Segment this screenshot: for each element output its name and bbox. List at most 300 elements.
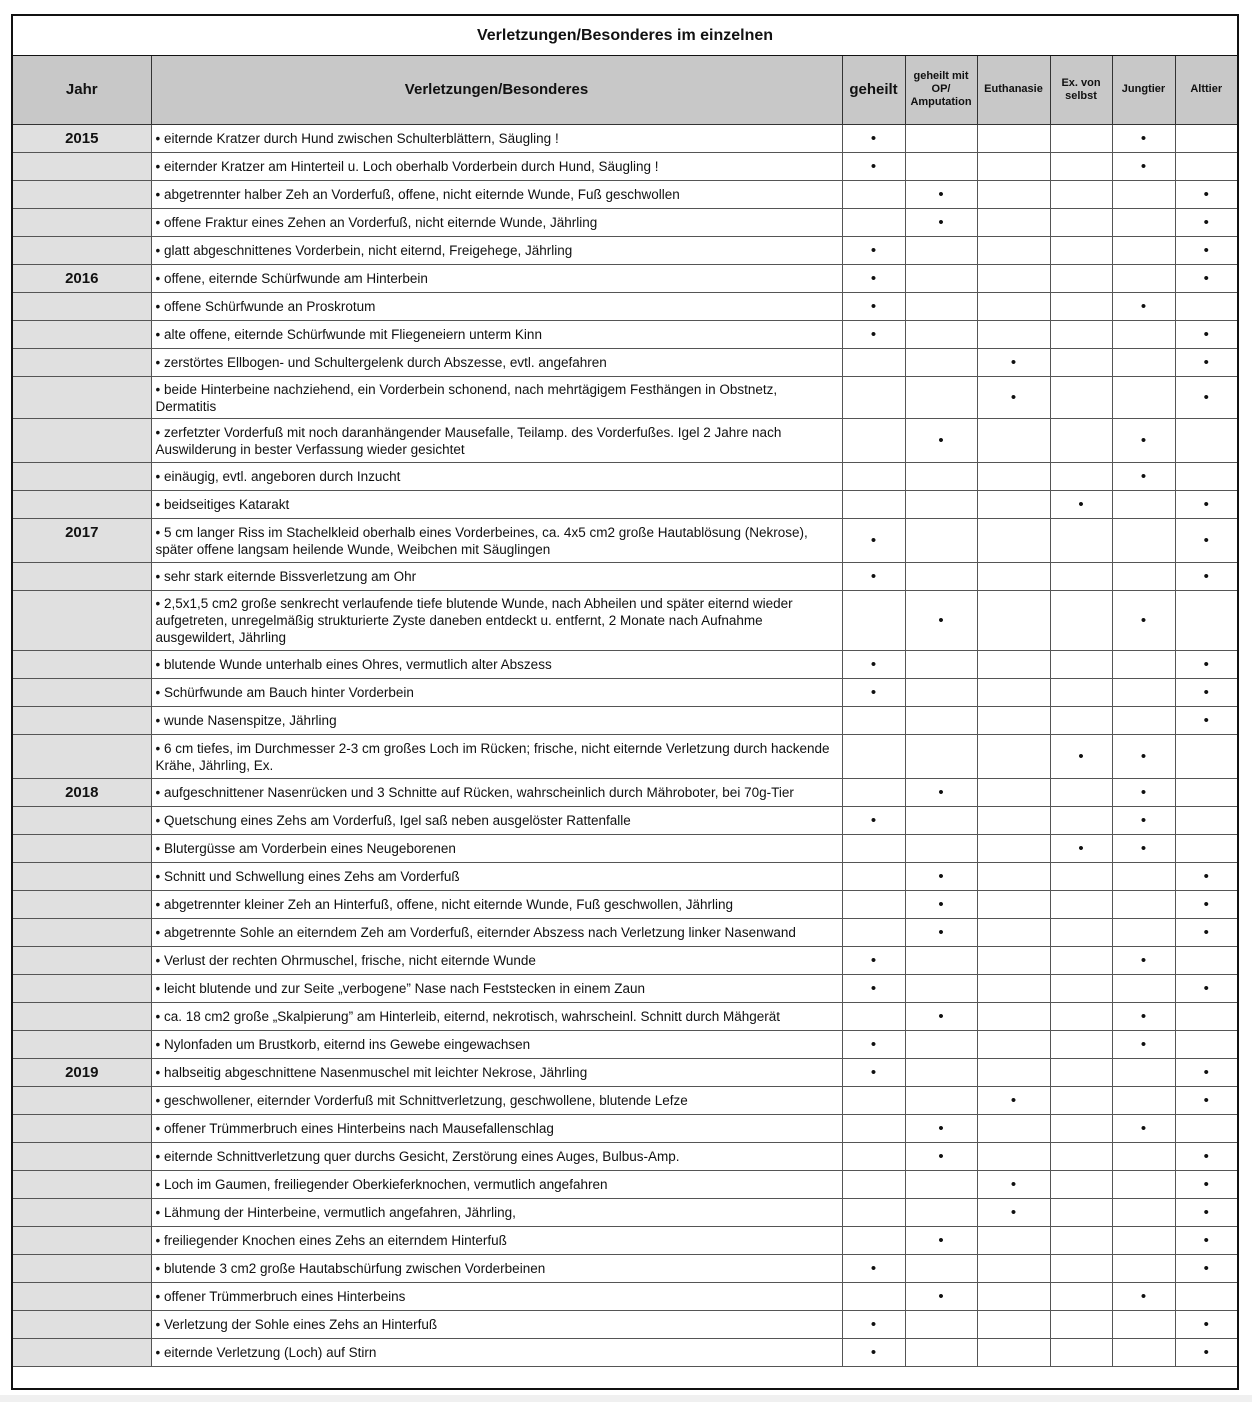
mark-healed: •: [842, 1338, 905, 1366]
mark-healed: [842, 1002, 905, 1030]
year-cell: [13, 1198, 151, 1226]
year-cell: [13, 1114, 151, 1142]
year-cell: [13, 1226, 151, 1254]
table-row: [13, 1254, 1237, 1282]
year-cell: 2019: [13, 1058, 151, 1086]
mark-euthanasia: [977, 778, 1050, 806]
mark-adult-animal: •: [1175, 1338, 1237, 1366]
description-cell: • Verlust der rechten Ohrmuschel, frische, nicht eiternde Wunde: [151, 946, 842, 974]
year-cell: [13, 348, 151, 376]
mark-healed-op: •: [905, 1002, 977, 1030]
description-cell: • halbseitig abgeschnittene Nasenmuschel mit leichter Nekrose, Jährling: [151, 1058, 842, 1086]
mark-healed: •: [842, 1310, 905, 1338]
mark-young-animal: •: [1112, 946, 1175, 974]
mark-euthanasia: [977, 1002, 1050, 1030]
mark-healed-op: •: [905, 862, 977, 890]
description-cell: • abgetrennter kleiner Zeh an Hinterfuß, offene, nicht eiternde Wunde, Fuß geschwollen, Jährling: [151, 890, 842, 918]
mark-died-self: [1050, 1310, 1112, 1338]
mark-died-self: [1050, 650, 1112, 678]
year-cell: [13, 180, 151, 208]
table-row: [13, 974, 1237, 1002]
mark-died-self: [1050, 152, 1112, 180]
mark-adult-animal: •: [1175, 376, 1237, 418]
description-cell: • Quetschung eines Zehs am Vorderfuß, Igel saß neben ausgelöster Rattenfalle: [151, 806, 842, 834]
mark-adult-animal: •: [1175, 320, 1237, 348]
mark-healed-op: [905, 348, 977, 376]
description-cell: • Schürfwunde am Bauch hinter Vorderbein: [151, 678, 842, 706]
mark-healed-op: •: [905, 208, 977, 236]
mark-healed: •: [842, 974, 905, 1002]
mark-adult-animal: •: [1175, 180, 1237, 208]
year-cell: [13, 418, 151, 462]
mark-young-animal: [1112, 208, 1175, 236]
mark-euthanasia: [977, 1030, 1050, 1058]
mark-young-animal: [1112, 1086, 1175, 1114]
mark-healed-op: [905, 678, 977, 706]
mark-euthanasia: [977, 946, 1050, 974]
mark-young-animal: [1112, 678, 1175, 706]
table-row: [13, 946, 1237, 974]
description-cell: • einäugig, evtl. angeboren durch Inzucht: [151, 462, 842, 490]
mark-adult-animal: •: [1175, 490, 1237, 518]
mark-euthanasia: [977, 590, 1050, 650]
mark-died-self: [1050, 348, 1112, 376]
mark-euthanasia: [977, 806, 1050, 834]
mark-adult-animal: •: [1175, 1254, 1237, 1282]
description-cell: • 2,5x1,5 cm2 große senkrecht verlaufende tiefe blutende Wunde, nach Abheilen und später eiternd wieder aufgetreten, unregelmäßig strukturierte Zyste daneben entdeckt u. entfernt, 2 Monate nach Aufnahme ausgewildert, Jährling: [151, 590, 842, 650]
mark-healed-op: [905, 490, 977, 518]
mark-adult-animal: [1175, 1114, 1237, 1142]
mark-euthanasia: [977, 208, 1050, 236]
mark-young-animal: [1112, 1254, 1175, 1282]
table-row: [13, 1170, 1237, 1198]
mark-euthanasia: [977, 678, 1050, 706]
mark-healed: •: [842, 292, 905, 320]
description-cell: • sehr stark eiternde Bissverletzung am Ohr: [151, 562, 842, 590]
mark-adult-animal: •: [1175, 1086, 1237, 1114]
description-cell: • abgetrennter halber Zeh an Vorderfuß, offene, nicht eiternde Wunde, Fuß geschwollen: [151, 180, 842, 208]
mark-healed: [842, 208, 905, 236]
description-cell: • abgetrennte Sohle an eiterndem Zeh am Vorderfuß, eiternder Abszess nach Verletzung linker Nasenwand: [151, 918, 842, 946]
year-cell: [13, 890, 151, 918]
table-row: [13, 806, 1237, 834]
description-cell: • offene Fraktur eines Zehen an Vorderfuß, nicht eiternde Wunde, Jährling: [151, 208, 842, 236]
year-cell: [13, 918, 151, 946]
table-row: [13, 650, 1237, 678]
description-cell: • Verletzung der Sohle eines Zehs an Hinterfuß: [151, 1310, 842, 1338]
mark-young-animal: [1112, 562, 1175, 590]
description-cell: • zerfetzter Vorderfuß mit noch daranhängender Mausefalle, Teilamp. des Vorderfußes. Igel 2 Jahre nach Auswilderung in bester Verfassung wieder gesichtet: [151, 418, 842, 462]
description-cell: • zerstörtes Ellbogen- und Schultergelenk durch Abszesse, evtl. angefahren: [151, 348, 842, 376]
mark-young-animal: [1112, 1058, 1175, 1086]
table-row: [13, 490, 1237, 518]
table-row: [13, 834, 1237, 862]
table-row: [13, 734, 1237, 778]
mark-adult-animal: •: [1175, 348, 1237, 376]
mark-healed-op: •: [905, 590, 977, 650]
mark-young-animal: •: [1112, 1282, 1175, 1310]
mark-healed: [842, 1114, 905, 1142]
mark-young-animal: [1112, 264, 1175, 292]
description-cell: • beide Hinterbeine nachziehend, ein Vorderbein schonend, nach mehrtägigem Festhängen in Obstnetz, Dermatitis: [151, 376, 842, 418]
mark-healed: •: [842, 124, 905, 152]
mark-young-animal: [1112, 1142, 1175, 1170]
mark-healed: [842, 348, 905, 376]
mark-adult-animal: •: [1175, 562, 1237, 590]
year-cell: 2018: [13, 778, 151, 806]
mark-healed-op: •: [905, 180, 977, 208]
description-cell: • Schnitt und Schwellung eines Zehs am Vorderfuß: [151, 862, 842, 890]
mark-adult-animal: [1175, 834, 1237, 862]
table-body: [13, 124, 1237, 1366]
mark-died-self: [1050, 320, 1112, 348]
mark-young-animal: [1112, 650, 1175, 678]
mark-euthanasia: [977, 834, 1050, 862]
year-cell: [13, 1170, 151, 1198]
table-row: [13, 678, 1237, 706]
mark-adult-animal: •: [1175, 518, 1237, 562]
mark-died-self: [1050, 124, 1112, 152]
header-row: [13, 56, 1237, 124]
description-cell: • wunde Nasenspitze, Jährling: [151, 706, 842, 734]
table-row: [13, 1114, 1237, 1142]
mark-young-animal: [1112, 236, 1175, 264]
mark-adult-animal: •: [1175, 1058, 1237, 1086]
year-cell: [13, 236, 151, 264]
table-row: [13, 562, 1237, 590]
table-row: [13, 518, 1237, 562]
mark-young-animal: [1112, 376, 1175, 418]
mark-healed: [842, 734, 905, 778]
mark-adult-animal: •: [1175, 1226, 1237, 1254]
table-row: [13, 1310, 1237, 1338]
mark-died-self: [1050, 1086, 1112, 1114]
mark-healed: •: [842, 806, 905, 834]
table-row: [13, 590, 1237, 650]
mark-healed: [842, 834, 905, 862]
mark-healed-op: [905, 292, 977, 320]
mark-young-animal: •: [1112, 1002, 1175, 1030]
year-cell: [13, 678, 151, 706]
description-cell: • offene Schürfwunde an Proskrotum: [151, 292, 842, 320]
mark-died-self: •: [1050, 490, 1112, 518]
mark-died-self: [1050, 1338, 1112, 1366]
description-cell: • eiternder Kratzer am Hinterteil u. Loch oberhalb Vorderbein durch Hund, Säugling !: [151, 152, 842, 180]
mark-died-self: [1050, 376, 1112, 418]
mark-euthanasia: [977, 320, 1050, 348]
mark-adult-animal: •: [1175, 208, 1237, 236]
description-cell: • blutende Wunde unterhalb eines Ohres, vermutlich alter Abszess: [151, 650, 842, 678]
mark-healed: [842, 862, 905, 890]
mark-euthanasia: [977, 1114, 1050, 1142]
col-header-died-self: Ex. von selbst: [1050, 56, 1112, 124]
mark-healed: [842, 376, 905, 418]
table-row: [13, 862, 1237, 890]
mark-died-self: [1050, 1170, 1112, 1198]
mark-adult-animal: •: [1175, 974, 1237, 1002]
mark-died-self: [1050, 806, 1112, 834]
mark-young-animal: [1112, 1198, 1175, 1226]
mark-euthanasia: [977, 180, 1050, 208]
year-cell: [13, 650, 151, 678]
description-cell: • ca. 18 cm2 große „Skalpierung” am Hinterleib, eiternd, nekrotisch, wahrscheinl. Schnitt durch Mähgerät: [151, 1002, 842, 1030]
mark-euthanasia: [977, 562, 1050, 590]
mark-young-animal: [1112, 180, 1175, 208]
mark-healed-op: [905, 518, 977, 562]
mark-young-animal: •: [1112, 1114, 1175, 1142]
year-cell: [13, 1002, 151, 1030]
year-cell: 2017: [13, 518, 151, 562]
mark-young-animal: [1112, 1226, 1175, 1254]
mark-young-animal: [1112, 918, 1175, 946]
table-row: [13, 152, 1237, 180]
col-header-young-animal: Jungtier: [1112, 56, 1175, 124]
table-row: [13, 208, 1237, 236]
mark-healed-op: [905, 1254, 977, 1282]
mark-healed: [842, 1226, 905, 1254]
mark-healed-op: [905, 376, 977, 418]
mark-euthanasia: [977, 706, 1050, 734]
table-row: [13, 418, 1237, 462]
mark-healed-op: •: [905, 778, 977, 806]
mark-died-self: [1050, 778, 1112, 806]
bottom-strip: [0, 1395, 1252, 1402]
mark-euthanasia: [977, 734, 1050, 778]
table-row: [13, 180, 1237, 208]
mark-adult-animal: •: [1175, 264, 1237, 292]
year-cell: [13, 320, 151, 348]
table-row: [13, 1058, 1237, 1086]
mark-euthanasia: [977, 650, 1050, 678]
mark-died-self: [1050, 518, 1112, 562]
description-cell: • aufgeschnittener Nasenrücken und 3 Schnitte auf Rücken, wahrscheinlich durch Mähroboter, bei 70g-Tier: [151, 778, 842, 806]
mark-young-animal: •: [1112, 292, 1175, 320]
mark-healed: [842, 890, 905, 918]
table-row: [13, 1338, 1237, 1366]
year-cell: [13, 562, 151, 590]
description-cell: • offene, eiternde Schürfwunde am Hinterbein: [151, 264, 842, 292]
mark-died-self: [1050, 236, 1112, 264]
year-cell: [13, 490, 151, 518]
mark-adult-animal: •: [1175, 236, 1237, 264]
mark-died-self: [1050, 1254, 1112, 1282]
mark-young-animal: •: [1112, 418, 1175, 462]
mark-healed: [842, 590, 905, 650]
mark-young-animal: [1112, 518, 1175, 562]
mark-healed: •: [842, 946, 905, 974]
mark-healed-op: [905, 650, 977, 678]
mark-died-self: [1050, 678, 1112, 706]
mark-adult-animal: [1175, 1002, 1237, 1030]
description-cell: • Nylonfaden um Brustkorb, eiternd ins Gewebe eingewachsen: [151, 1030, 842, 1058]
mark-died-self: [1050, 264, 1112, 292]
mark-died-self: •: [1050, 734, 1112, 778]
mark-euthanasia: •: [977, 348, 1050, 376]
mark-healed-op: [905, 1086, 977, 1114]
description-cell: • offener Trümmerbruch eines Hinterbeins nach Mausefallenschlag: [151, 1114, 842, 1142]
mark-adult-animal: [1175, 292, 1237, 320]
mark-adult-animal: •: [1175, 1142, 1237, 1170]
mark-adult-animal: •: [1175, 678, 1237, 706]
mark-adult-animal: [1175, 946, 1237, 974]
mark-healed-op: [905, 946, 977, 974]
mark-euthanasia: [977, 1058, 1050, 1086]
mark-young-animal: •: [1112, 152, 1175, 180]
mark-euthanasia: •: [977, 1170, 1050, 1198]
mark-young-animal: [1112, 320, 1175, 348]
mark-adult-animal: •: [1175, 918, 1237, 946]
description-cell: • eiternde Verletzung (Loch) auf Stirn: [151, 1338, 842, 1366]
description-cell: • alte offene, eiternde Schürfwunde mit Fliegeneiern unterm Kinn: [151, 320, 842, 348]
mark-healed: [842, 1282, 905, 1310]
mark-adult-animal: [1175, 462, 1237, 490]
mark-euthanasia: •: [977, 376, 1050, 418]
mark-died-self: [1050, 1142, 1112, 1170]
mark-died-self: [1050, 1198, 1112, 1226]
table-row: [13, 462, 1237, 490]
mark-healed-op: •: [905, 1282, 977, 1310]
mark-adult-animal: [1175, 778, 1237, 806]
table-row: [13, 264, 1237, 292]
mark-healed: [842, 1198, 905, 1226]
table-row: [13, 376, 1237, 418]
mark-died-self: [1050, 706, 1112, 734]
injury-table-frame: [11, 14, 1239, 1390]
mark-euthanasia: •: [977, 1198, 1050, 1226]
mark-healed-op: [905, 806, 977, 834]
year-cell: [13, 1310, 151, 1338]
mark-healed-op: •: [905, 1114, 977, 1142]
mark-healed-op: [905, 152, 977, 180]
mark-young-animal: [1112, 974, 1175, 1002]
mark-healed-op: [905, 1310, 977, 1338]
mark-young-animal: [1112, 490, 1175, 518]
table-row: [13, 348, 1237, 376]
mark-healed: •: [842, 518, 905, 562]
table-row: [13, 1226, 1237, 1254]
mark-young-animal: [1112, 706, 1175, 734]
description-cell: • 6 cm tiefes, im Durchmesser 2-3 cm großes Loch im Rücken; frische, nicht eiternde Verletzung durch hackende Krähe, Jährling, Ex.: [151, 734, 842, 778]
mark-euthanasia: •: [977, 1086, 1050, 1114]
description-cell: • Loch im Gaumen, freiliegender Oberkieferknochen, vermutlich angefahren: [151, 1170, 842, 1198]
mark-healed-op: [905, 264, 977, 292]
mark-healed-op: [905, 1338, 977, 1366]
table-row: [13, 124, 1237, 152]
mark-euthanasia: [977, 1142, 1050, 1170]
mark-healed: •: [842, 1030, 905, 1058]
mark-adult-animal: •: [1175, 862, 1237, 890]
mark-healed: •: [842, 320, 905, 348]
mark-young-animal: [1112, 862, 1175, 890]
mark-adult-animal: [1175, 152, 1237, 180]
mark-adult-animal: •: [1175, 1170, 1237, 1198]
mark-healed-op: [905, 320, 977, 348]
mark-adult-animal: [1175, 734, 1237, 778]
mark-adult-animal: •: [1175, 706, 1237, 734]
year-cell: 2015: [13, 124, 151, 152]
mark-young-animal: •: [1112, 124, 1175, 152]
mark-healed-op: [905, 834, 977, 862]
mark-died-self: [1050, 590, 1112, 650]
mark-healed: •: [842, 152, 905, 180]
table-row: [13, 890, 1237, 918]
mark-healed-op: [905, 974, 977, 1002]
mark-died-self: [1050, 1282, 1112, 1310]
mark-died-self: [1050, 418, 1112, 462]
mark-euthanasia: [977, 1282, 1050, 1310]
mark-healed-op: •: [905, 918, 977, 946]
mark-young-animal: [1112, 1170, 1175, 1198]
mark-young-animal: •: [1112, 778, 1175, 806]
year-cell: [13, 862, 151, 890]
col-header-euthanasia: Euthanasie: [977, 56, 1050, 124]
col-header-healed-op: geheilt mit OP/ Amputation: [905, 56, 977, 124]
col-header-description: Verletzungen/Besonderes: [151, 56, 842, 124]
mark-young-animal: •: [1112, 1030, 1175, 1058]
mark-healed-op: [905, 124, 977, 152]
mark-healed-op: [905, 236, 977, 264]
mark-healed: [842, 418, 905, 462]
mark-young-animal: •: [1112, 590, 1175, 650]
mark-healed: [842, 1142, 905, 1170]
col-header-adult-animal: Alttier: [1175, 56, 1237, 124]
mark-young-animal: •: [1112, 734, 1175, 778]
col-header-year: Jahr: [13, 56, 151, 124]
mark-adult-animal: [1175, 806, 1237, 834]
mark-healed-op: [905, 1058, 977, 1086]
mark-died-self: [1050, 208, 1112, 236]
mark-euthanasia: [977, 462, 1050, 490]
mark-young-animal: [1112, 348, 1175, 376]
mark-euthanasia: [977, 124, 1050, 152]
mark-healed-op: [905, 1030, 977, 1058]
mark-healed-op: [905, 562, 977, 590]
description-cell: • eiternde Schnittverletzung quer durchs Gesicht, Zerstörung eines Auges, Bulbus-Amp.: [151, 1142, 842, 1170]
description-cell: • Blutergüsse am Vorderbein eines Neugeborenen: [151, 834, 842, 862]
mark-healed-op: •: [905, 890, 977, 918]
mark-healed: •: [842, 264, 905, 292]
mark-healed: •: [842, 1254, 905, 1282]
table-row: [13, 320, 1237, 348]
description-cell: • freiliegender Knochen eines Zehs an eiterndem Hinterfuß: [151, 1226, 842, 1254]
year-cell: [13, 974, 151, 1002]
mark-healed: •: [842, 650, 905, 678]
year-cell: [13, 590, 151, 650]
mark-healed-op: [905, 706, 977, 734]
mark-died-self: [1050, 292, 1112, 320]
description-cell: • glatt abgeschnittenes Vorderbein, nicht eiternd, Freigehege, Jährling: [151, 236, 842, 264]
year-cell: [13, 1338, 151, 1366]
table-row: [13, 706, 1237, 734]
mark-healed: •: [842, 562, 905, 590]
mark-euthanasia: [977, 418, 1050, 462]
mark-young-animal: •: [1112, 834, 1175, 862]
description-cell: • geschwollener, eiternder Vorderfuß mit Schnittverletzung, geschwollene, blutende Lefze: [151, 1086, 842, 1114]
mark-euthanasia: [977, 236, 1050, 264]
mark-adult-animal: •: [1175, 1310, 1237, 1338]
mark-healed-op: •: [905, 1142, 977, 1170]
table-row: [13, 1030, 1237, 1058]
table-row: [13, 1142, 1237, 1170]
mark-adult-animal: •: [1175, 650, 1237, 678]
mark-healed: [842, 180, 905, 208]
year-cell: [13, 706, 151, 734]
mark-died-self: [1050, 974, 1112, 1002]
year-cell: [13, 806, 151, 834]
table-row: [13, 292, 1237, 320]
mark-healed: [842, 918, 905, 946]
year-cell: [13, 1030, 151, 1058]
